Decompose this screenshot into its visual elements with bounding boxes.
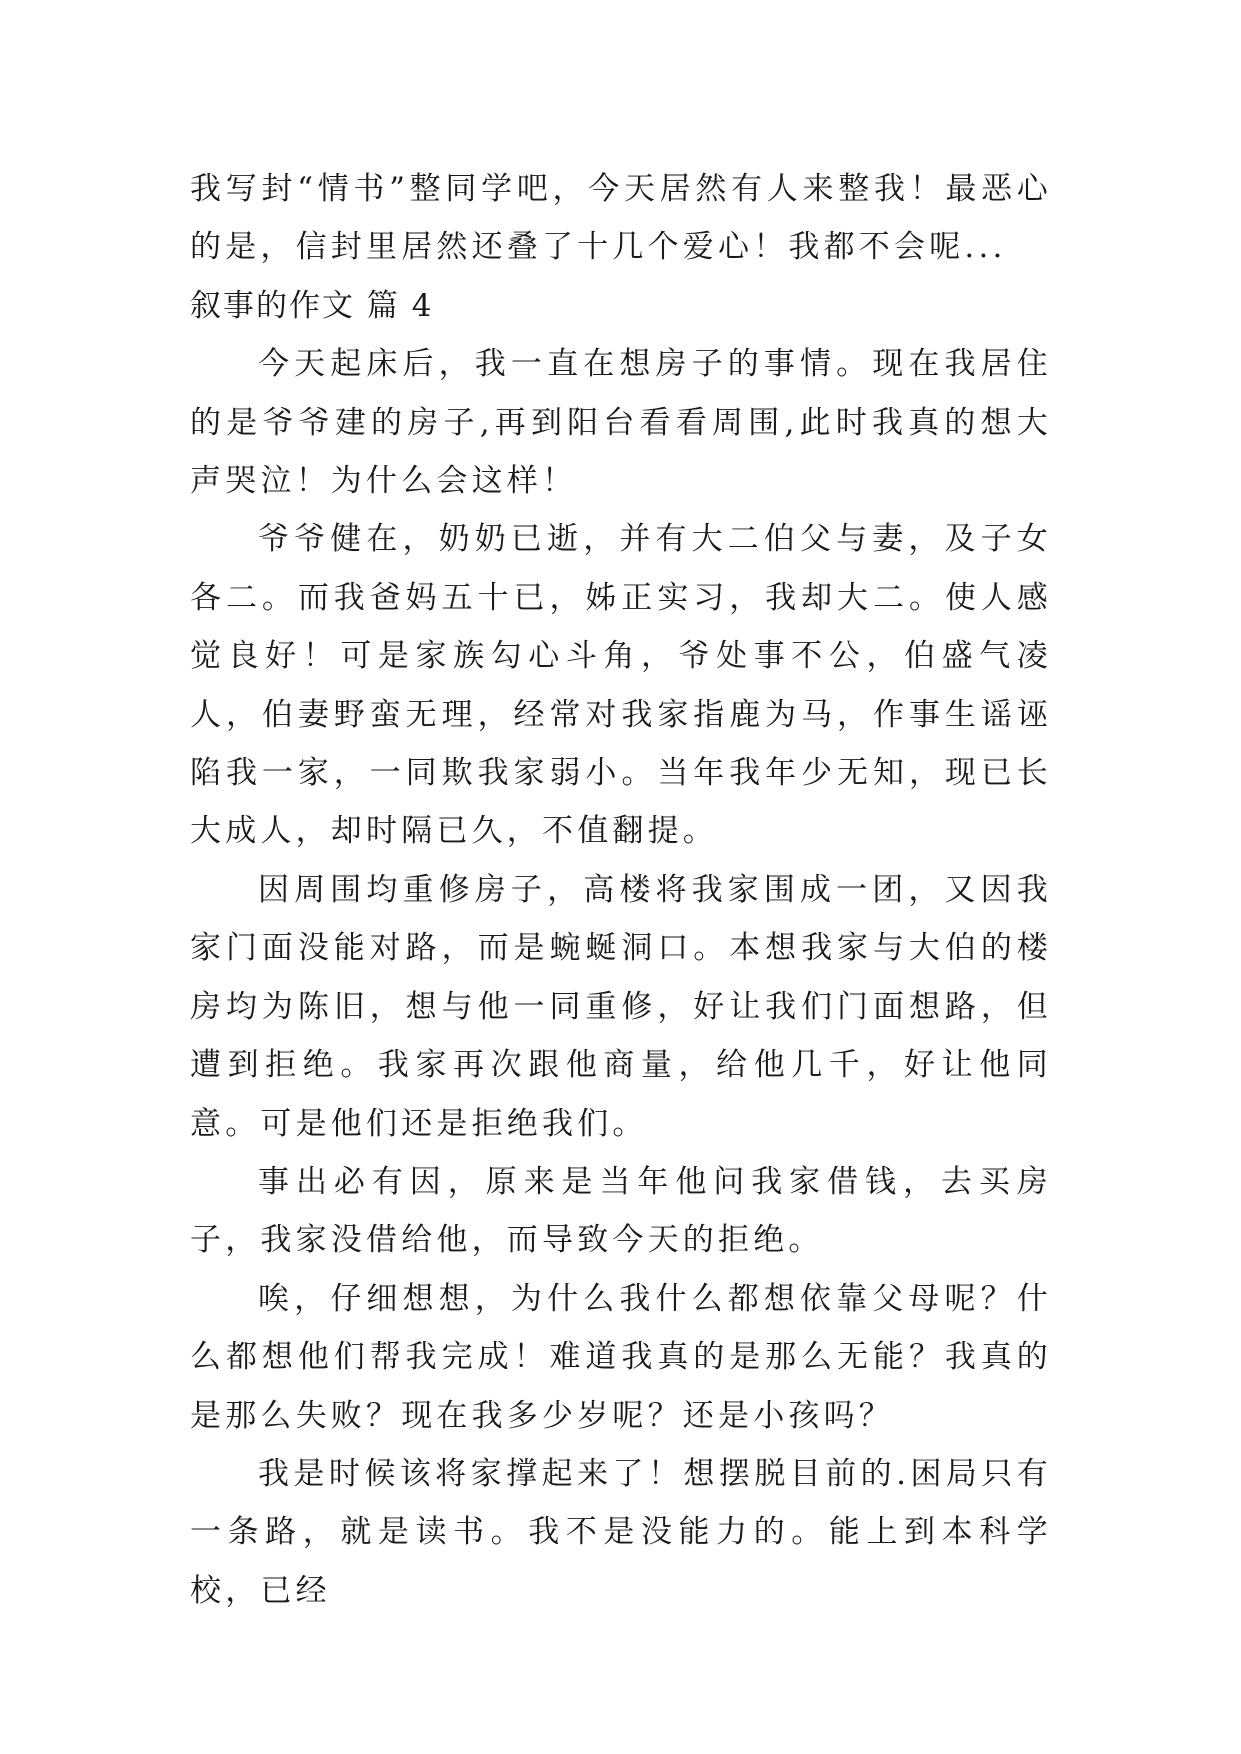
paragraph: 因周围均重修房子，高楼将我家围成一团，又因我家门面没能对路，而是蜿蜒洞口。本想我家与大伯的楼房均为陈旧，想与他一同重修，好让我们门面想路，但遭到拒绝。我家再次跟他商量，给他几千，好让他同意。可是他们还是拒绝我们。 xyxy=(190,871,1052,1142)
paragraph: 我是时候该将家撑起来了！想摆脱目前的.困局只有一条路，就是读书。我不是没能力的。能上到本科学校，已经 xyxy=(190,1455,1052,1609)
section-heading: 叙事的作文 篇 4 xyxy=(190,287,434,324)
paragraph: 爷爷健在，奶奶已逝，并有大二伯父与妻，及子女各二。而我爸妈五十已，姊正实习，我却大二。使人感觉良好！可是家族勾心斗角，爷处事不公，伯盛气凌人，伯妻野蛮无理，经常对我家指鹿为马，作事生谣诬陷我一家，一同欺我家弱小。当年我年少无知，现已长大成人，却时隔已久，不值翻提。 xyxy=(190,521,1052,850)
paragraph-continued: 我写封“情书”整同学吧，今天居然有人来整我！最恶心的是，信封里居然还叠了十几个爱心！我都不会呢... xyxy=(190,171,1052,266)
paragraph: 今天起床后，我一直在想房子的事情。现在我居住的是爷爷建的房子,再到阳台看看周围,此时我真的想大声哭泣！为什么会这样！ xyxy=(190,346,1052,500)
paragraph: 唉，仔细想想，为什么我什么都想依靠父母呢？什么都想他们帮我完成！难道我真的是那么无能？我真的是那么失败？现在我多少岁呢？还是小孩吗？ xyxy=(190,1280,1052,1434)
paragraph: 事出必有因，原来是当年他问我家借钱，去买房子，我家没借给他，而导致今天的拒绝。 xyxy=(190,1163,1052,1259)
document-body xyxy=(190,160,1052,1620)
